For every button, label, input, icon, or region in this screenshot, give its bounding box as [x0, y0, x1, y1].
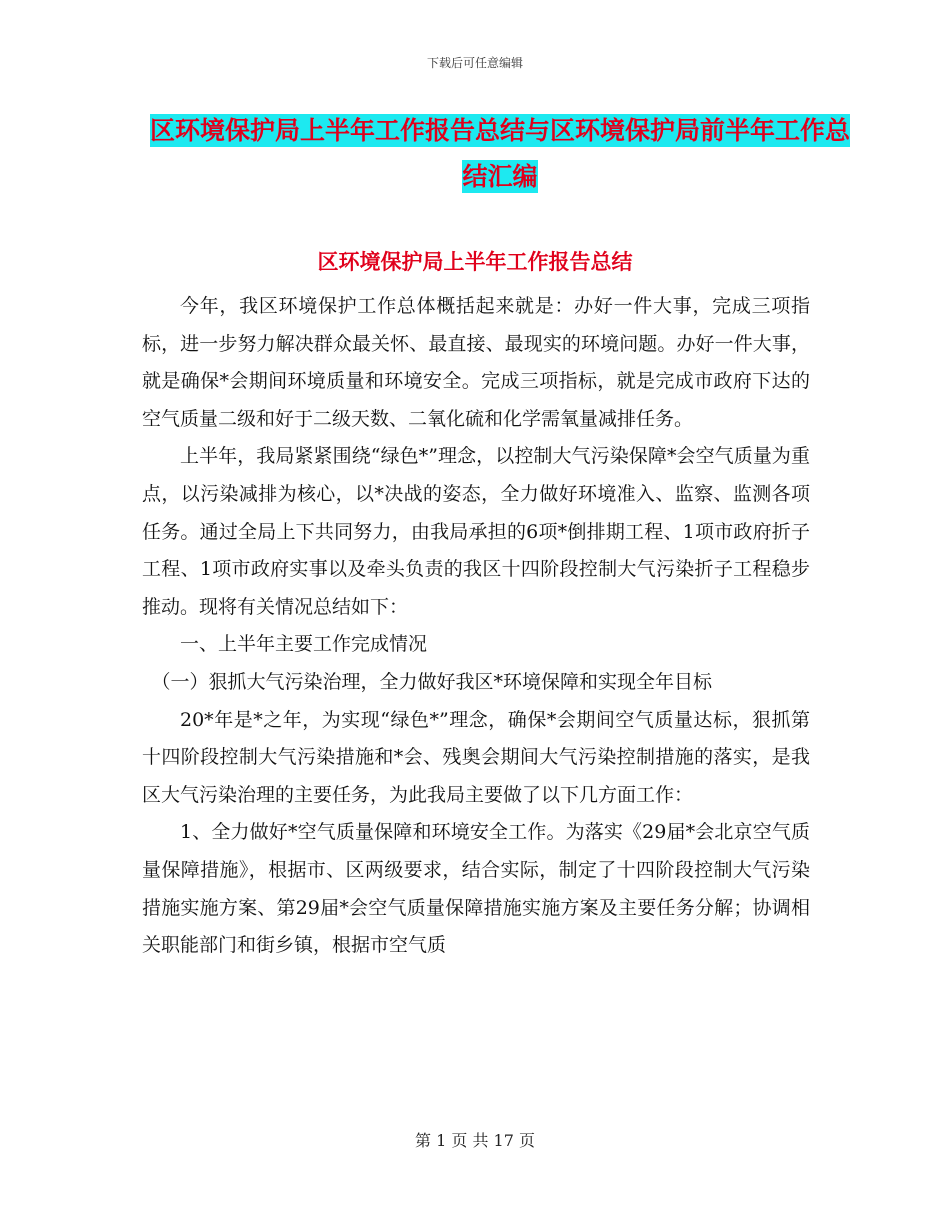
document-body	[142, 288, 810, 965]
section-heading: 一、上半年主要工作完成情况	[180, 633, 428, 656]
subsection-heading: （一）狠抓大气污染治理，全力做好我区*环境保障和实现全年目标	[151, 670, 713, 693]
document-main-title	[150, 108, 850, 200]
main-title-text: 区环境保护局上半年工作报告总结与区环境保护局前半年工作总结汇编	[150, 116, 851, 191]
body-paragraph: 20*年是*之年，为实现“绿色*”理念，确保*会期间空气质量达标，狠抓第十四阶段控制大气污染措施和*会、残奥会期间大气污染控制措施的落实，是我区大气污染治理的主要任务，为此我局主要做了以下几方面工作：	[142, 708, 810, 806]
section-title: 区环境保护局上半年工作报告总结	[317, 250, 633, 274]
page-number-footer: 第 1 页 共 17 页	[415, 1131, 535, 1150]
body-paragraph: 1、全力做好*空气质量保障和环境安全工作。为落实《29届*会北京空气质量保障措施》，根据市、区两级要求，结合实际，制定了十四阶段控制大气污染措施实施方案、第29届*会空气质量保障措施实施方案及主要任务分解；协调相关职能部门和街乡镇，根据市空气质	[142, 821, 810, 957]
page-header-note: 下载后可任意编辑	[426, 56, 523, 70]
body-paragraph: 今年，我区环境保护工作总体概括起来就是：办好一件大事，完成三项指标，进一步努力解决群众最关怀、最直接、最现实的环境问题。办好一件大事，就是确保*会期间环境质量和环境安全。完成三项指标，就是完成市政府下达的空气质量二级和好于二级天数、二氧化硫和化学需氧量减排任务。	[142, 295, 810, 430]
body-paragraph: 上半年，我局紧紧围绕“绿色*”理念，以控制大气污染保障*会空气质量为重点，以污染减排为核心，以*决战的姿态，全力做好环境准入、监察、监测各项任务。通过全局上下共同努力，由我局承担的6项*倒排期工程、1项市政府折子工程、1项市政府实事以及牵头负责的我区十四阶段控制大气污染折子工程稳步推动。现将有关情况总结如下：	[142, 445, 810, 618]
